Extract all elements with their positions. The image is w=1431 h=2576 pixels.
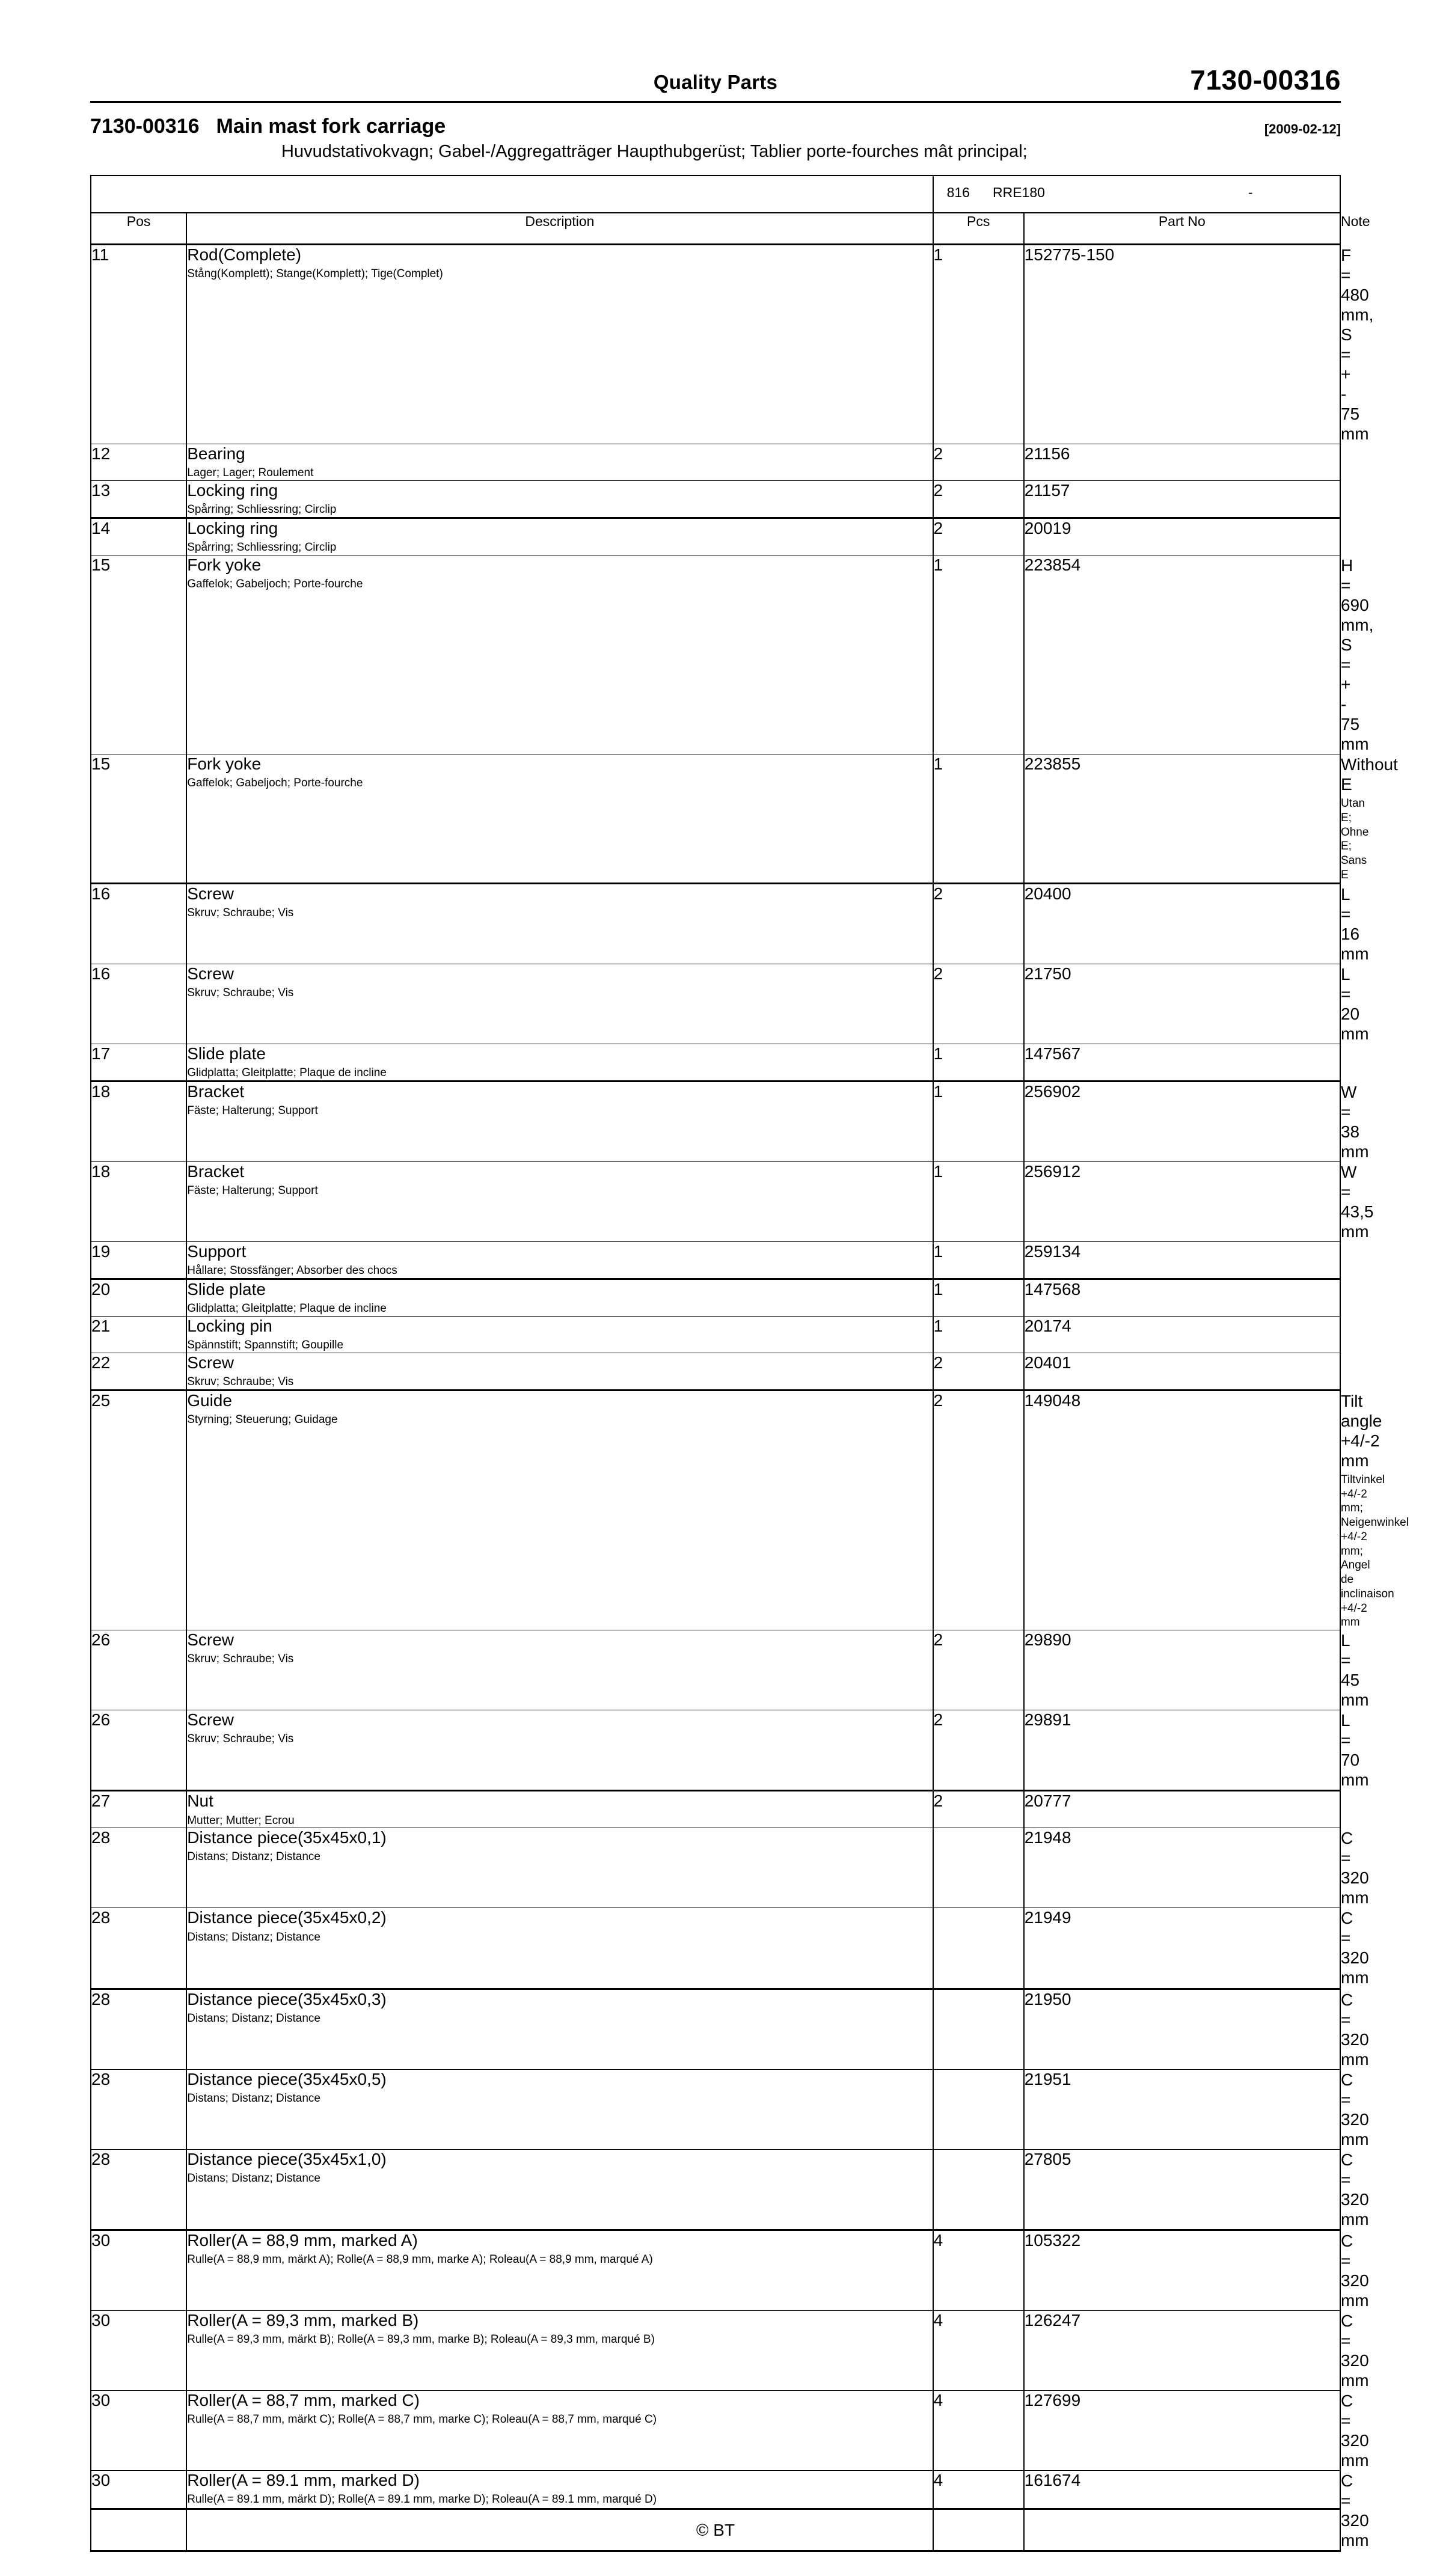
description-translations: Spårring; Schliessring; Circlip <box>187 540 932 555</box>
description-main: Locking ring <box>187 519 932 538</box>
description-main: Fork yoke <box>187 555 932 575</box>
description-translations: Styrning; Steuerung; Guidage <box>187 1413 932 1427</box>
brand-title: Quality Parts <box>654 71 777 94</box>
meta-model-cell <box>933 176 1340 213</box>
cell-part-no: 127699 <box>1024 2391 1340 2471</box>
description-main: Guide <box>187 1391 932 1410</box>
table-row <box>91 1161 1340 1241</box>
description-main: Locking ring <box>187 481 932 500</box>
description-translations: Spännstift; Spannstift; Goupille <box>187 1338 932 1353</box>
description-translations: Gaffelok; Gabeljoch; Porte-fourche <box>187 577 932 592</box>
meta-blank-left <box>91 176 933 213</box>
description-translations: Skruv; Schraube; Vis <box>187 1652 932 1666</box>
cell-pos: 28 <box>91 1828 186 1908</box>
description-translations: Glidplatta; Gleitplatte; Plaque de incline <box>187 1302 932 1316</box>
model-meta-row <box>91 176 1340 213</box>
description-translations: Distans; Distanz; Distance <box>187 2012 932 2026</box>
cell-part-no: 20400 <box>1024 883 1340 964</box>
cell-pcs: 4 <box>933 2391 1024 2471</box>
description-main: Roller(A = 89.1 mm, marked D) <box>187 2471 932 2490</box>
cell-part-no: 21951 <box>1024 2069 1340 2149</box>
document-number: 7130-00316 <box>1190 64 1341 96</box>
table-row <box>91 1710 1340 1791</box>
cell-pcs: 2 <box>933 518 1024 555</box>
cell-pos: 11 <box>91 244 186 444</box>
description-translations: Fäste; Halterung; Support <box>187 1104 932 1118</box>
cell-description <box>186 518 933 555</box>
table-row <box>91 444 1340 480</box>
cell-pcs: 2 <box>933 883 1024 964</box>
cell-pcs: 2 <box>933 964 1024 1044</box>
cell-pcs <box>933 1989 1024 2069</box>
cell-part-no: 161674 <box>1024 2471 1340 2551</box>
description-main: Rod(Complete) <box>187 245 932 265</box>
description-main: Roller(A = 89,3 mm, marked B) <box>187 2311 932 2330</box>
table-row <box>91 1989 1340 2069</box>
table-row <box>91 883 1340 964</box>
cell-pcs <box>933 2069 1024 2149</box>
cell-pos: 22 <box>91 1353 186 1390</box>
cell-pos: 28 <box>91 1908 186 1989</box>
description-main: Fork yoke <box>187 754 932 774</box>
description-translations: Distans; Distanz; Distance <box>187 2171 932 2186</box>
description-translations: Mutter; Mutter; Ecrou <box>187 1814 932 1828</box>
cell-description <box>186 1161 933 1241</box>
cell-description <box>186 1630 933 1710</box>
description-translations: Fäste; Halterung; Support <box>187 1184 932 1198</box>
description-main: Screw <box>187 1353 932 1372</box>
description-main: Distance piece(35x45x0,2) <box>187 1908 932 1927</box>
cell-pcs <box>933 1908 1024 1989</box>
cell-description <box>186 1828 933 1908</box>
cell-description <box>186 1044 933 1081</box>
page-subtitle: Huvudstativokvagn; Gabel-/Aggregatträger Haupthubgerüst; Tablier porte-fourches mât principal; <box>281 142 1341 162</box>
description-main: Bracket <box>187 1162 932 1181</box>
cell-part-no: 20174 <box>1024 1316 1340 1353</box>
description-main: Screw <box>187 1710 932 1730</box>
table-row <box>91 1044 1340 1081</box>
table-row <box>91 1241 1340 1279</box>
cell-description <box>186 1710 933 1791</box>
cell-pos: 16 <box>91 883 186 964</box>
cell-part-no: 105322 <box>1024 2230 1340 2310</box>
description-translations: Hållare; Stossfänger; Absorber des chocs <box>187 1264 932 1278</box>
description-main: Bracket <box>187 1082 932 1101</box>
cell-pcs: 2 <box>933 1390 1024 1630</box>
cell-description <box>186 964 933 1044</box>
cell-pos: 13 <box>91 480 186 518</box>
description-main: Roller(A = 88,9 mm, marked A) <box>187 2231 932 2250</box>
cell-part-no: 21949 <box>1024 1908 1340 1989</box>
table-row <box>91 480 1340 518</box>
cell-pos: 30 <box>91 2391 186 2471</box>
cell-pos: 27 <box>91 1791 186 1828</box>
cell-part-no: 29891 <box>1024 1710 1340 1791</box>
table-row <box>91 2391 1340 2471</box>
description-translations: Skruv; Schraube; Vis <box>187 906 932 920</box>
table-row <box>91 2230 1340 2310</box>
cell-pos: 21 <box>91 1316 186 1353</box>
description-translations: Gaffelok; Gabeljoch; Porte-fourche <box>187 776 932 791</box>
cell-pcs: 4 <box>933 2471 1024 2551</box>
cell-pos: 28 <box>91 2069 186 2149</box>
cell-pos: 18 <box>91 1161 186 1241</box>
cell-pcs: 1 <box>933 1241 1024 1279</box>
description-main: Support <box>187 1242 932 1261</box>
cell-description <box>186 1279 933 1316</box>
cell-description <box>186 1989 933 2069</box>
cell-part-no: 259134 <box>1024 1241 1340 1279</box>
cell-pos: 17 <box>91 1044 186 1081</box>
cell-description <box>186 2069 933 2149</box>
cell-part-no: 20401 <box>1024 1353 1340 1390</box>
parts-table <box>90 175 1341 2552</box>
cell-part-no: 29890 <box>1024 1630 1340 1710</box>
column-header-pcs: Pcs <box>933 213 1024 244</box>
cell-pcs: 1 <box>933 244 1024 444</box>
cell-part-no: 21156 <box>1024 444 1340 480</box>
table-row <box>91 1630 1340 1710</box>
document-header <box>90 52 1341 94</box>
cell-description <box>186 1390 933 1630</box>
cell-pcs: 4 <box>933 2311 1024 2391</box>
cell-part-no: 152775-150 <box>1024 244 1340 444</box>
description-translations: Spårring; Schliessring; Circlip <box>187 503 932 517</box>
header-divider <box>90 101 1341 103</box>
cell-pcs: 2 <box>933 1710 1024 1791</box>
title-number: 7130-00316 <box>90 115 200 138</box>
table-row <box>91 555 1340 754</box>
cell-pos: 18 <box>91 1081 186 1161</box>
cell-pos: 26 <box>91 1630 186 1710</box>
cell-part-no: 126247 <box>1024 2311 1340 2391</box>
cell-description <box>186 1316 933 1353</box>
cell-description <box>186 1241 933 1279</box>
description-main: Distance piece(35x45x1,0) <box>187 2150 932 2169</box>
cell-pcs: 2 <box>933 1353 1024 1390</box>
description-translations: Rulle(A = 89,3 mm, märkt B); Rolle(A = 89,3 mm, marke B); Roleau(A = 89,3 mm, marqué B) <box>187 2333 932 2347</box>
cell-pcs: 1 <box>933 1044 1024 1081</box>
meta-dash: - <box>1248 185 1253 201</box>
cell-description <box>186 754 933 883</box>
description-main: Screw <box>187 964 932 984</box>
cell-description <box>186 883 933 964</box>
table-row <box>91 2311 1340 2391</box>
cell-pcs <box>933 1828 1024 1908</box>
table-row <box>91 244 1340 444</box>
cell-pcs: 2 <box>933 1791 1024 1828</box>
cell-part-no: 256902 <box>1024 1081 1340 1161</box>
cell-part-no: 21948 <box>1024 1828 1340 1908</box>
cell-part-no: 20777 <box>1024 1791 1340 1828</box>
description-translations: Glidplatta; Gleitplatte; Plaque de incline <box>187 1066 932 1080</box>
table-row <box>91 1390 1340 1630</box>
description-translations: Distans; Distanz; Distance <box>187 2091 932 2106</box>
table-row <box>91 964 1340 1044</box>
description-main: Distance piece(35x45x0,3) <box>187 1990 932 2009</box>
description-main: Screw <box>187 1630 932 1650</box>
cell-description <box>186 244 933 444</box>
copyright-text: © BT <box>90 2521 1341 2540</box>
cell-description <box>186 2230 933 2310</box>
description-main: Screw <box>187 884 932 904</box>
description-translations: Distans; Distanz; Distance <box>187 1850 932 1864</box>
cell-part-no: 20019 <box>1024 518 1340 555</box>
cell-part-no: 27805 <box>1024 2149 1340 2230</box>
cell-pos: 30 <box>91 2230 186 2310</box>
cell-description <box>186 2149 933 2230</box>
cell-pos: 12 <box>91 444 186 480</box>
description-main: Slide plate <box>187 1280 932 1299</box>
cell-pos: 15 <box>91 754 186 883</box>
description-translations: Lager; Lager; Roulement <box>187 466 932 480</box>
description-translations: Rulle(A = 89.1 mm, märkt D); Rolle(A = 89.1 mm, marke D); Roleau(A = 89.1 mm, marqué D) <box>187 2492 932 2507</box>
cell-pcs: 4 <box>933 2230 1024 2310</box>
cell-pos: 30 <box>91 2311 186 2391</box>
cell-description <box>186 1908 933 1989</box>
column-header-pos: Pos <box>91 213 186 244</box>
table-header-row <box>91 213 1340 244</box>
table-row <box>91 2069 1340 2149</box>
description-main: Distance piece(35x45x0,5) <box>187 2070 932 2089</box>
cell-pcs: 1 <box>933 1161 1024 1241</box>
description-main: Roller(A = 88,7 mm, marked C) <box>187 2391 932 2410</box>
table-row <box>91 1279 1340 1316</box>
footer-divider <box>90 2508 1341 2510</box>
description-translations: Skruv; Schraube; Vis <box>187 986 932 1000</box>
cell-pos: 14 <box>91 518 186 555</box>
cell-description <box>186 2391 933 2471</box>
cell-part-no: 149048 <box>1024 1390 1340 1630</box>
revision-date: [2009-02-12] <box>1264 121 1341 137</box>
cell-pos: 20 <box>91 1279 186 1316</box>
cell-pos: 28 <box>91 2149 186 2230</box>
cell-pos: 16 <box>91 964 186 1044</box>
cell-pcs: 1 <box>933 1316 1024 1353</box>
description-translations: Skruv; Schraube; Vis <box>187 1732 932 1746</box>
page-title: Main mast fork carriage <box>216 115 446 138</box>
cell-part-no: 21950 <box>1024 1989 1340 2069</box>
column-header-part-no: Part No <box>1024 213 1340 244</box>
cell-pos: 30 <box>91 2471 186 2551</box>
description-translations: Stång(Komplett); Stange(Komplett); Tige(Complet) <box>187 267 932 281</box>
table-row <box>91 1791 1340 1828</box>
cell-description <box>186 1353 933 1390</box>
cell-description <box>186 480 933 518</box>
column-header-description: Description <box>186 213 933 244</box>
table-row <box>91 2149 1340 2230</box>
cell-pos: 28 <box>91 1989 186 2069</box>
title-row <box>90 115 1341 138</box>
cell-pcs <box>933 2149 1024 2230</box>
cell-part-no: 223855 <box>1024 754 1340 883</box>
description-main: Slide plate <box>187 1044 932 1063</box>
cell-description <box>186 2311 933 2391</box>
table-row <box>91 1353 1340 1390</box>
cell-pos: 19 <box>91 1241 186 1279</box>
cell-pcs: 1 <box>933 555 1024 754</box>
cell-part-no: 147567 <box>1024 1044 1340 1081</box>
cell-description <box>186 1791 933 1828</box>
meta-code: 816 <box>947 185 970 201</box>
cell-part-no: 21750 <box>1024 964 1340 1044</box>
cell-part-no: 21157 <box>1024 480 1340 518</box>
cell-pcs: 1 <box>933 1279 1024 1316</box>
table-row <box>91 518 1340 555</box>
meta-model: RRE180 <box>993 185 1045 201</box>
table-row <box>91 1081 1340 1161</box>
cell-pcs: 2 <box>933 1630 1024 1710</box>
description-translations: Distans; Distanz; Distance <box>187 1930 932 1945</box>
description-main: Distance piece(35x45x0,1) <box>187 1828 932 1847</box>
table-row <box>91 1908 1340 1989</box>
description-main: Nut <box>187 1791 932 1811</box>
cell-pcs: 1 <box>933 754 1024 883</box>
document-footer <box>90 2508 1341 2540</box>
table-row <box>91 1828 1340 1908</box>
table-row <box>91 754 1340 883</box>
cell-description <box>186 1081 933 1161</box>
cell-part-no: 223854 <box>1024 555 1340 754</box>
cell-pcs: 2 <box>933 444 1024 480</box>
cell-pcs: 1 <box>933 1081 1024 1161</box>
description-main: Locking pin <box>187 1317 932 1336</box>
cell-part-no: 147568 <box>1024 1279 1340 1316</box>
cell-pcs: 2 <box>933 480 1024 518</box>
description-translations: Skruv; Schraube; Vis <box>187 1375 932 1389</box>
table-row <box>91 1316 1340 1353</box>
cell-description <box>186 444 933 480</box>
cell-description <box>186 555 933 754</box>
cell-pos: 25 <box>91 1390 186 1630</box>
cell-part-no: 256912 <box>1024 1161 1340 1241</box>
description-main: Bearing <box>187 444 932 463</box>
cell-pos: 26 <box>91 1710 186 1791</box>
description-translations: Rulle(A = 88,9 mm, märkt A); Rolle(A = 88,9 mm, marke A); Roleau(A = 88,9 mm, marqué A) <box>187 2253 932 2267</box>
cell-pos: 15 <box>91 555 186 754</box>
description-translations: Rulle(A = 88,7 mm, märkt C); Rolle(A = 88,7 mm, marke C); Roleau(A = 88,7 mm, marqué C) <box>187 2412 932 2427</box>
